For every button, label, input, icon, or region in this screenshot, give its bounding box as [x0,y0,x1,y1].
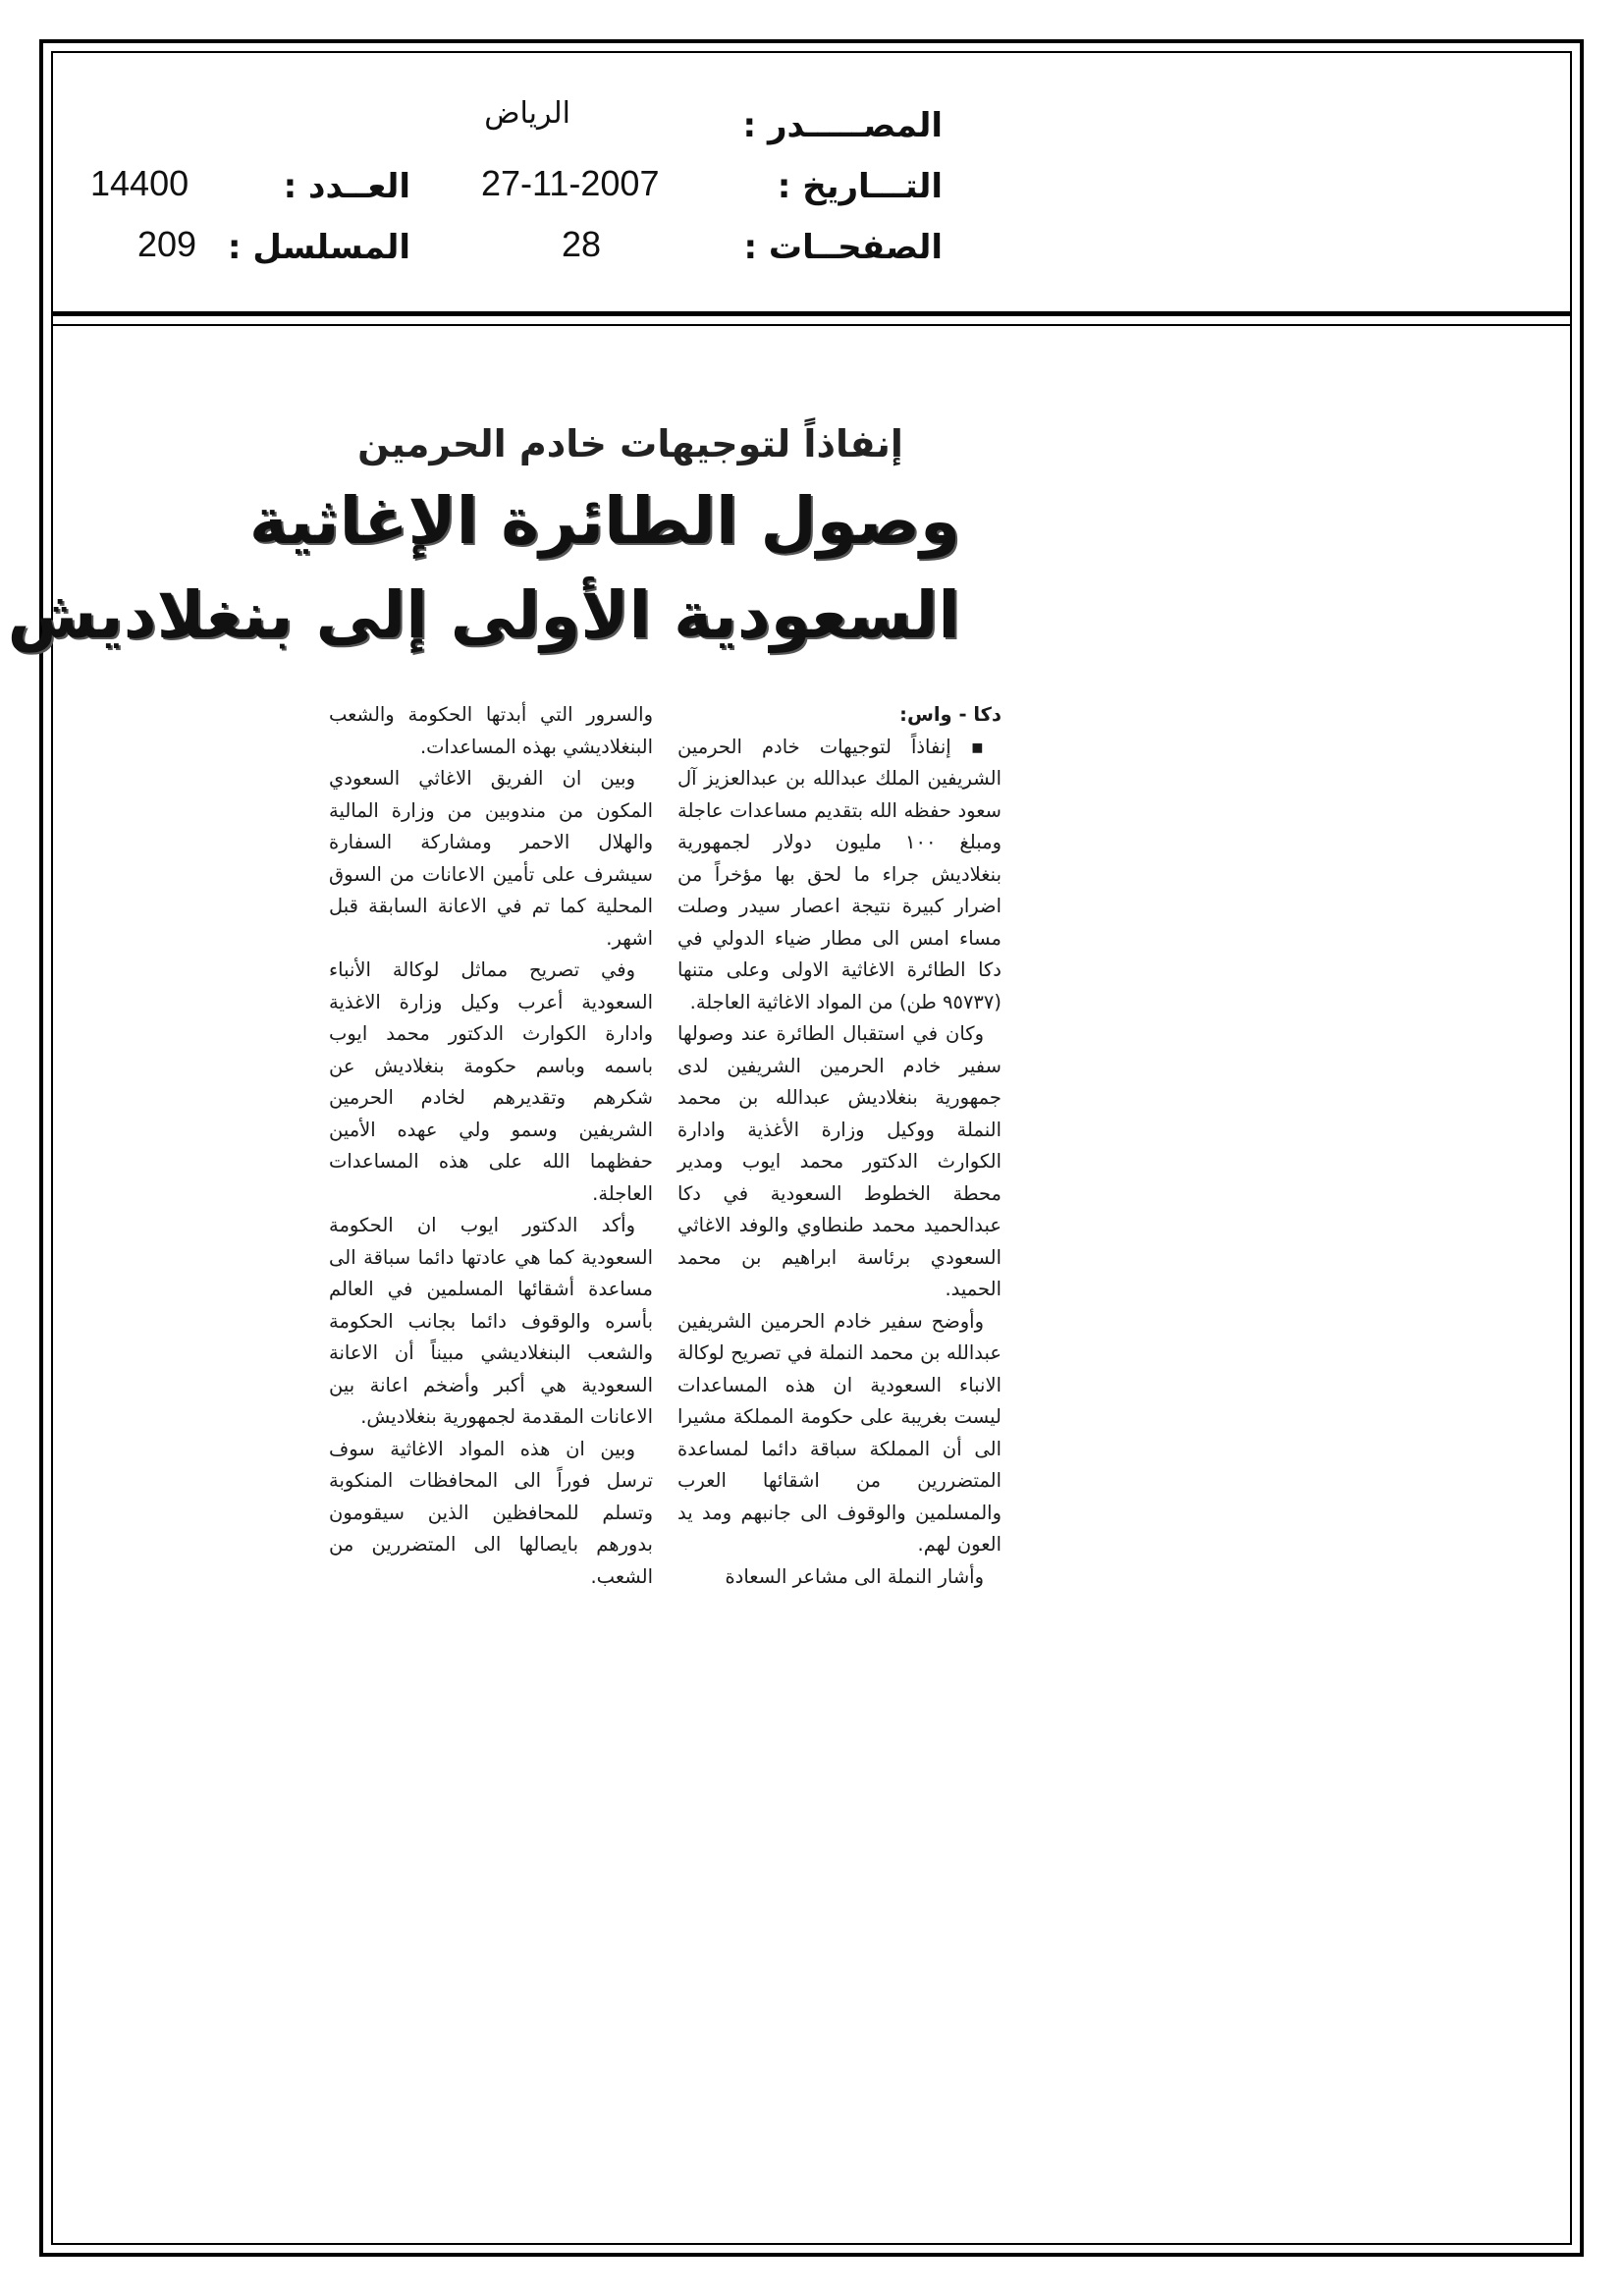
date-label: التـــاريخ : [777,167,943,206]
article-paragraph: وأشار النملة الى مشاعر السعادة [725,1564,984,1588]
source-value: الرياض [484,96,570,131]
article-paragraph: وأوضح سفير خادم الحرمين الشريفين عبدالله بن محمد النملة في تصريح لوكالة الانباء السعودية ان هذه المساعدات ليست بغريبة على حكومة المملكة مشيرا الى أن المملكة سباقة دائما لمساعدة المتضررين من اشقائها العرب والمسلمين والوقوف الى جانبهم ومد يد العون لهم. [677,1309,1001,1556]
article-paragraph: والسرور التي أبدتها الحكومة والشعب البنغلاديشي بهذه المساعدات. [329,703,653,758]
issue-label: العــدد : [283,167,410,206]
article-paragraph: وأكد الدكتور ايوب ان الحكومة السعودية كما هي عادتها دائما سباقة الى مساعدة أشقائها المسلمين في العالم بأسره والوقوف دائما بجانب الحكومة والشعب البنغلاديشي مبيناً أن الاعانة السعودية هي أكبر وأضخم اعانة بين الاعانات المقدمة لجمهورية بنغلاديش. [329,1214,653,1428]
header-divider-thin [51,324,1572,326]
article-paragraph: وبين ان الفريق الاغاثي السعودي المكون من مندوبين من وزارة المالية والهلال الاحمر ومشاركة السفارة سيشرف على تأمين الاعانات من السوق المحلية كما تم في الاعانة السابقة قبل اشهر. [329,767,653,950]
pages-value: 28 [562,224,602,264]
article-headline-line-1: وصول الطائرة الإغاثية [248,483,960,559]
article-kicker: إنفاذاً لتوجيهات خادم الحرمين [357,422,903,465]
issue-value: 14400 [90,163,189,203]
serial-label: المسلسل : [227,228,410,267]
newspaper-clipping [7,422,1002,1758]
date-value: 27-11-2007 [481,163,660,203]
header-divider [51,311,1572,316]
article-paragraph: وفي تصريح مماثل لوكالة الأنباء السعودية أعرب وكيل وزارة الاغذية وادارة الكوارث الدكتور محمد ايوب باسمه وباسم حكومة بنغلاديش عن شكرهم وتقديرهم لخادم الحرمين الشريفين وسمو ولي عهده الأمين حفظهما الله على هذه المساعدات العاجلة. [329,958,653,1205]
pages-label: الصفحــات : [743,228,943,267]
article-column-right [677,699,1001,1593]
article-paragraph: وبين ان هذه المواد الاغاثية سوف ترسل فوراً الى المحافظات المنكوبة وتسلم للمحافظين الذين سيقومون بدورهم بايصالها الى المتضررين من الشعب. [329,1437,653,1588]
article-paragraph: ▪ إنفاذاً لتوجيهات خادم الحرمين الشريفين الملك عبدالله بن عبدالعزيز آل سعود حفظه الله بتقديم مساعدات عاجلة ومبلغ ١٠٠ مليون دولار لجمهورية بنغلاديش جراء ما لحق بها مؤخراً من اضرار كبيرة نتيجة اعصار سيدر وصلت مساء امس الى مطار ضياء الدولي في دكا الطائرة الاغاثية الاولى وعلى متنها (٩٥٧٣٧ طن) من المواد الاغاثية العاجلة. [677,735,1002,1013]
article-dateline: دكا - واس: [899,703,1001,726]
article-paragraph: وكان في استقبال الطائرة عند وصولها سفير خادم الحرمين الشريفين لدى جمهورية بنغلاديش عبدالله بن محمد النملة ووكيل وزارة الأغذية وادارة الكوارث الدكتور محمد ايوب ومدير محطة الخطوط السعودية في دكا عبدالحميد محمد طنطاوي والوفد الاغاثي السعودي برئاسة ابراهيم بن محمد الحميد. [677,1022,1001,1300]
article-column-left [329,699,653,1593]
serial-value: 209 [137,224,197,264]
article-headline-line-2: السعودية الأولى إلى بنغلاديش [7,577,960,653]
source-label: المصـــــدر : [742,106,943,145]
